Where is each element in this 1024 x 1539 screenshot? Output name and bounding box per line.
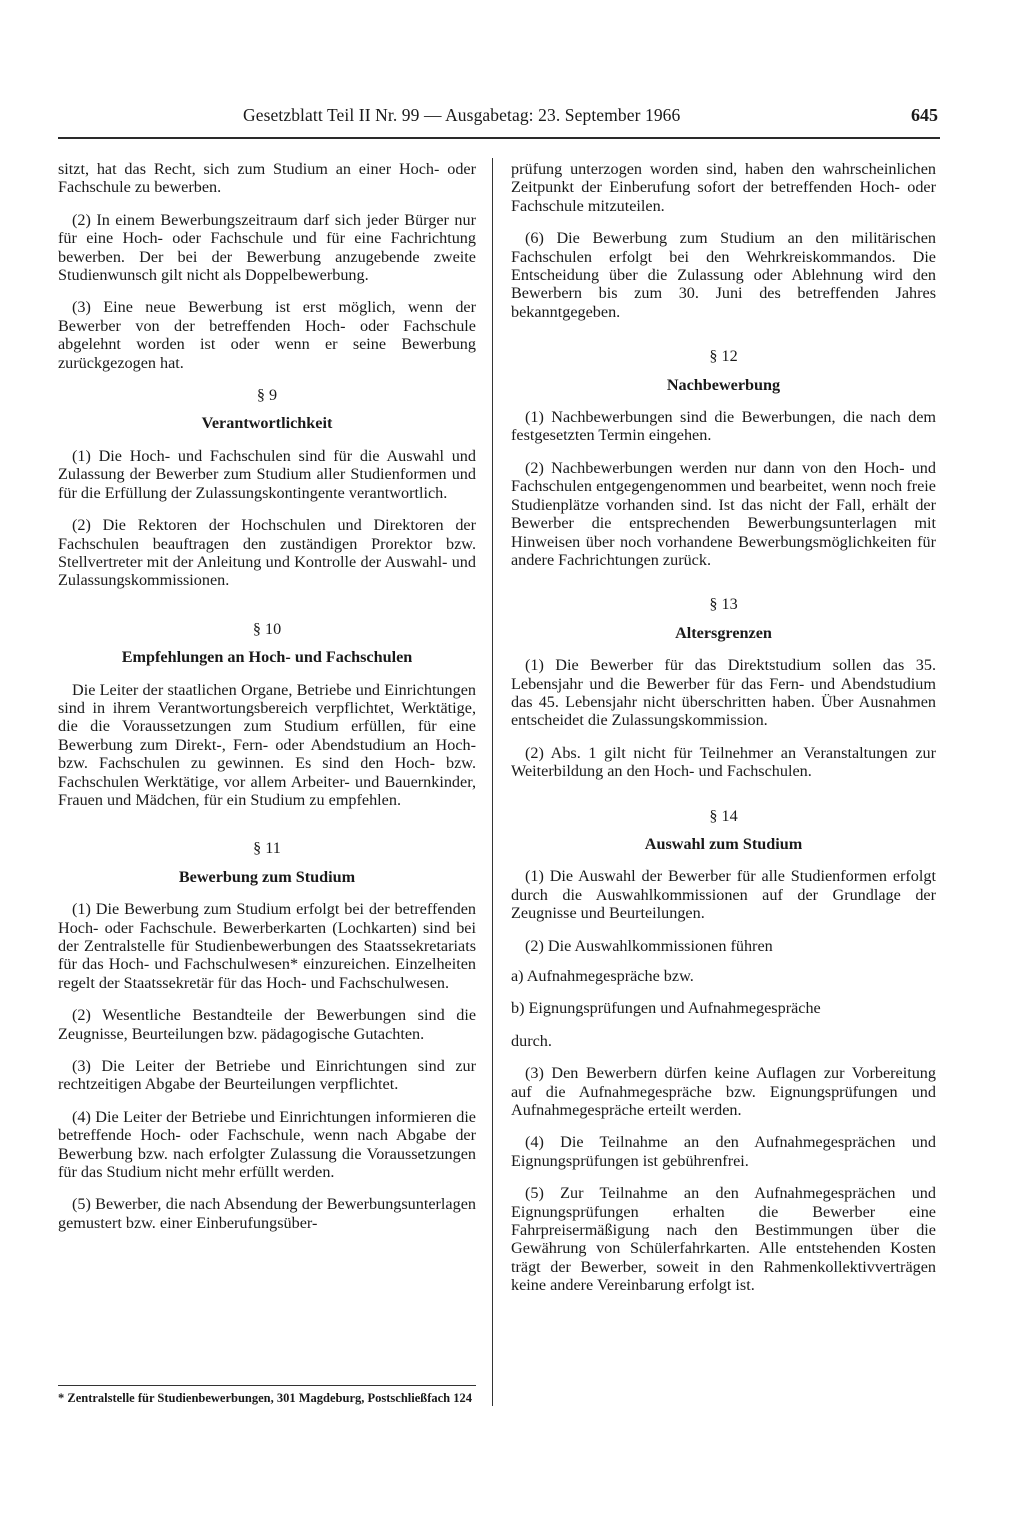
paragraph: durch.	[511, 1031, 552, 1050]
paragraph: (1) Die Bewerber für das Direktstudium sollen das 35. Lebensjahr und die Bewerber für das Fern- und Abendstudium das 45. Lebensjahr nicht überschritten haben. Über Ausnahmen entscheidet die Zulassungskommission.	[511, 656, 936, 730]
paragraph: (1) Die Bewerbung zum Studium erfolgt bei der betreffenden Hoch- oder Fachschule. Bewerberkarten (Lochkarten) sind bei der Zentralstelle für Studienbewerbungen des Staatssekretariats für das Hoch- und Fachschulwesen* einzureichen. Einzelheiten regelt der Staatssekretär für das Hoch- und Fachschulwesen.	[58, 900, 476, 992]
left-column	[58, 160, 476, 1246]
column-divider	[492, 158, 493, 1406]
section-number: § 9	[256, 386, 278, 405]
paragraph: (4) Die Leiter der Betriebe und Einrichtungen informieren die betreffende Hoch- oder Fachschule, wenn nach Abgabe der Bewerbung bzw. nach erfolgter Zulassung die Voraussetzungen für das Studium nicht mehr erfüllt werden.	[58, 1107, 476, 1182]
paragraph: (2) Die Rektoren der Hochschulen und Direktoren der Fachschulen beauftragen den zuständigen Prorektor bzw. Stellvertreter mit der Anleitung und Kontrolle der Auswahl- und Zulassungskommissionen.	[58, 516, 476, 590]
list-item: b) Eignungsprüfungen und Aufnahmegespräche	[511, 999, 821, 1018]
paragraph: (2) Wesentliche Bestandteile der Bewerbungen sind die Zeugnisse, Beurteilungen bzw. pädagogische Gutachten.	[58, 1006, 476, 1043]
section-number: § 10	[252, 619, 282, 638]
section-number: § 14	[709, 806, 738, 825]
section-number: § 12	[709, 347, 738, 366]
paragraph: Die Leiter der staatlichen Organe, Betriebe und Einrichtungen sind in ihrem Verantwortungsbereich verpflichtet, Werktätige, die die Voraussetzungen zum Studium erfüllen, für eine Bewerbung zum Direkt-, Fern- oder Abendstudium an Hoch- bzw. Fachschulen zu gewinnen. Es sind den Hoch- bzw. Fachschulen Werktätige, vor allem Arbeiter- und Bauernkinder, Frauen und Mädchen, für ein Studium zu empfehlen.	[58, 680, 476, 809]
paragraph: (1) Die Auswahl der Bewerber für alle Studienformen erfolgt durch die Auswahlkommissionen auf der Grundlage der Zeugnisse und Beurteilungen.	[511, 867, 936, 923]
section-title: Empfehlungen an Hoch- und Fachschulen	[121, 648, 413, 667]
paragraph: (6) Die Bewerbung zum Studium an den militärischen Fachschulen erfolgt bei den Wehrkreiskommandos. Die Entscheidung über die Zulassung oder Ablehnung wird den Bewerbern bis zum 30. Juni des betreffenden Jahres bekanntgegeben.	[511, 229, 936, 321]
page-number: 645	[911, 105, 938, 125]
paragraph: (3) Die Leiter der Betriebe und Einrichtungen sind zur rechtzeitigen Abgabe der Beurteilungen verpflichtet.	[58, 1057, 476, 1094]
gazette-title: Gesetzblatt Teil II Nr. 99 — Ausgabetag: 23. September 1966	[243, 105, 681, 125]
paragraph: (5) Zur Teilnahme an den Aufnahmegesprächen und Eignungsprüfungen erhalten die Bewerber eine Fahrpreisermäßigung nach den Bestimmungen über die Gewährung von Schülerfahrkarten. Alle entstehenden Kosten trägt der Bewerber, soweit in den Rahmenkollektivverträgen keine andere Vereinbarung erfolgt ist.	[511, 1184, 936, 1295]
paragraph: prüfung unterzogen worden sind, haben den wahrscheinlichen Zeitpunkt der Einberufung sofort der betreffenden Hoch- oder Fachschule mitzuteilen.	[511, 160, 936, 215]
section-number: § 11	[253, 839, 281, 858]
page-header	[58, 101, 940, 139]
list-item: a) Aufnahmegespräche bzw.	[511, 967, 694, 985]
paragraph: (4) Die Teilnahme an den Aufnahmegesprächen und Eignungsprüfungen ist gebührenfrei.	[511, 1133, 936, 1170]
section-number: § 13	[709, 595, 738, 614]
footnote: * Zentralstelle für Studienbewerbungen, 301 Magdeburg, Postschließfach 124	[58, 1385, 476, 1405]
paragraph: sitzt, hat das Recht, sich zum Studium an einer Hoch- oder Fachschule zu bewerben.	[58, 160, 476, 197]
section-title: Auswahl zum Studium	[644, 834, 803, 853]
section-title: Nachbewerbung	[666, 375, 781, 394]
paragraph: (2) In einem Bewerbungszeitraum darf sich jeder Bürger nur für eine Hoch- oder Fachschule und für eine Fachrichtung bewerben. Der bei der Bewerbung anzugebende zweite Studienwunsch gilt nicht als Doppelbewerbung.	[58, 210, 476, 285]
section-title: Altersgrenzen	[675, 623, 772, 642]
paragraph: (2) Nachbewerbungen werden nur dann von den Hoch- und Fachschulen entgegengenommen und bearbeitet, wenn noch freie Studienplätze vorhanden sind. Ist das nicht der Fall, erhält der Bewerber die entsprechenden Bewerbungsunterlagen mit Hinweisen über noch vorhandene Bewerbungsmöglichkeiten für andere Fachrichtungen zurück.	[511, 458, 936, 569]
paragraph: (1) Die Hoch- und Fachschulen sind für die Auswahl und Zulassung der Bewerber zum Studium aller Studienformen und für die Erfüllung der Zulassungskontingente verantwortlich.	[58, 446, 476, 502]
paragraph: (1) Nachbewerbungen sind die Bewerbungen, die nach dem festgesetzten Termin eingehen.	[511, 408, 936, 445]
paragraph: (3) Den Bewerbern dürfen keine Auflagen zur Vorbereitung auf die Aufnahmegespräche bzw. Eignungsprüfungen und Aufnahmegespräche erteilt werden.	[511, 1064, 936, 1120]
paragraph: (5) Bewerber, die nach Absendung der Bewerbungsunterlagen gemustert bzw. einer Einberufungsüber-	[58, 1195, 476, 1232]
paragraph: (2) Abs. 1 gilt nicht für Teilnehmer an Veranstaltungen zur Weiterbildung an den Hoch- und Fachschulen.	[511, 743, 936, 781]
paragraph: (2) Die Auswahlkommissionen führen	[525, 936, 773, 955]
section-title: Bewerbung zum Studium	[178, 867, 356, 886]
paragraph: (3) Eine neue Bewerbung ist erst möglich, wenn der Bewerber von der betreffenden Hoch- oder Fachschule abgelehnt worden ist oder wenn er seine Bewerbung zurückgezogen hat.	[58, 298, 476, 372]
section-title: Verantwortlichkeit	[201, 414, 333, 433]
right-column	[511, 160, 936, 1309]
